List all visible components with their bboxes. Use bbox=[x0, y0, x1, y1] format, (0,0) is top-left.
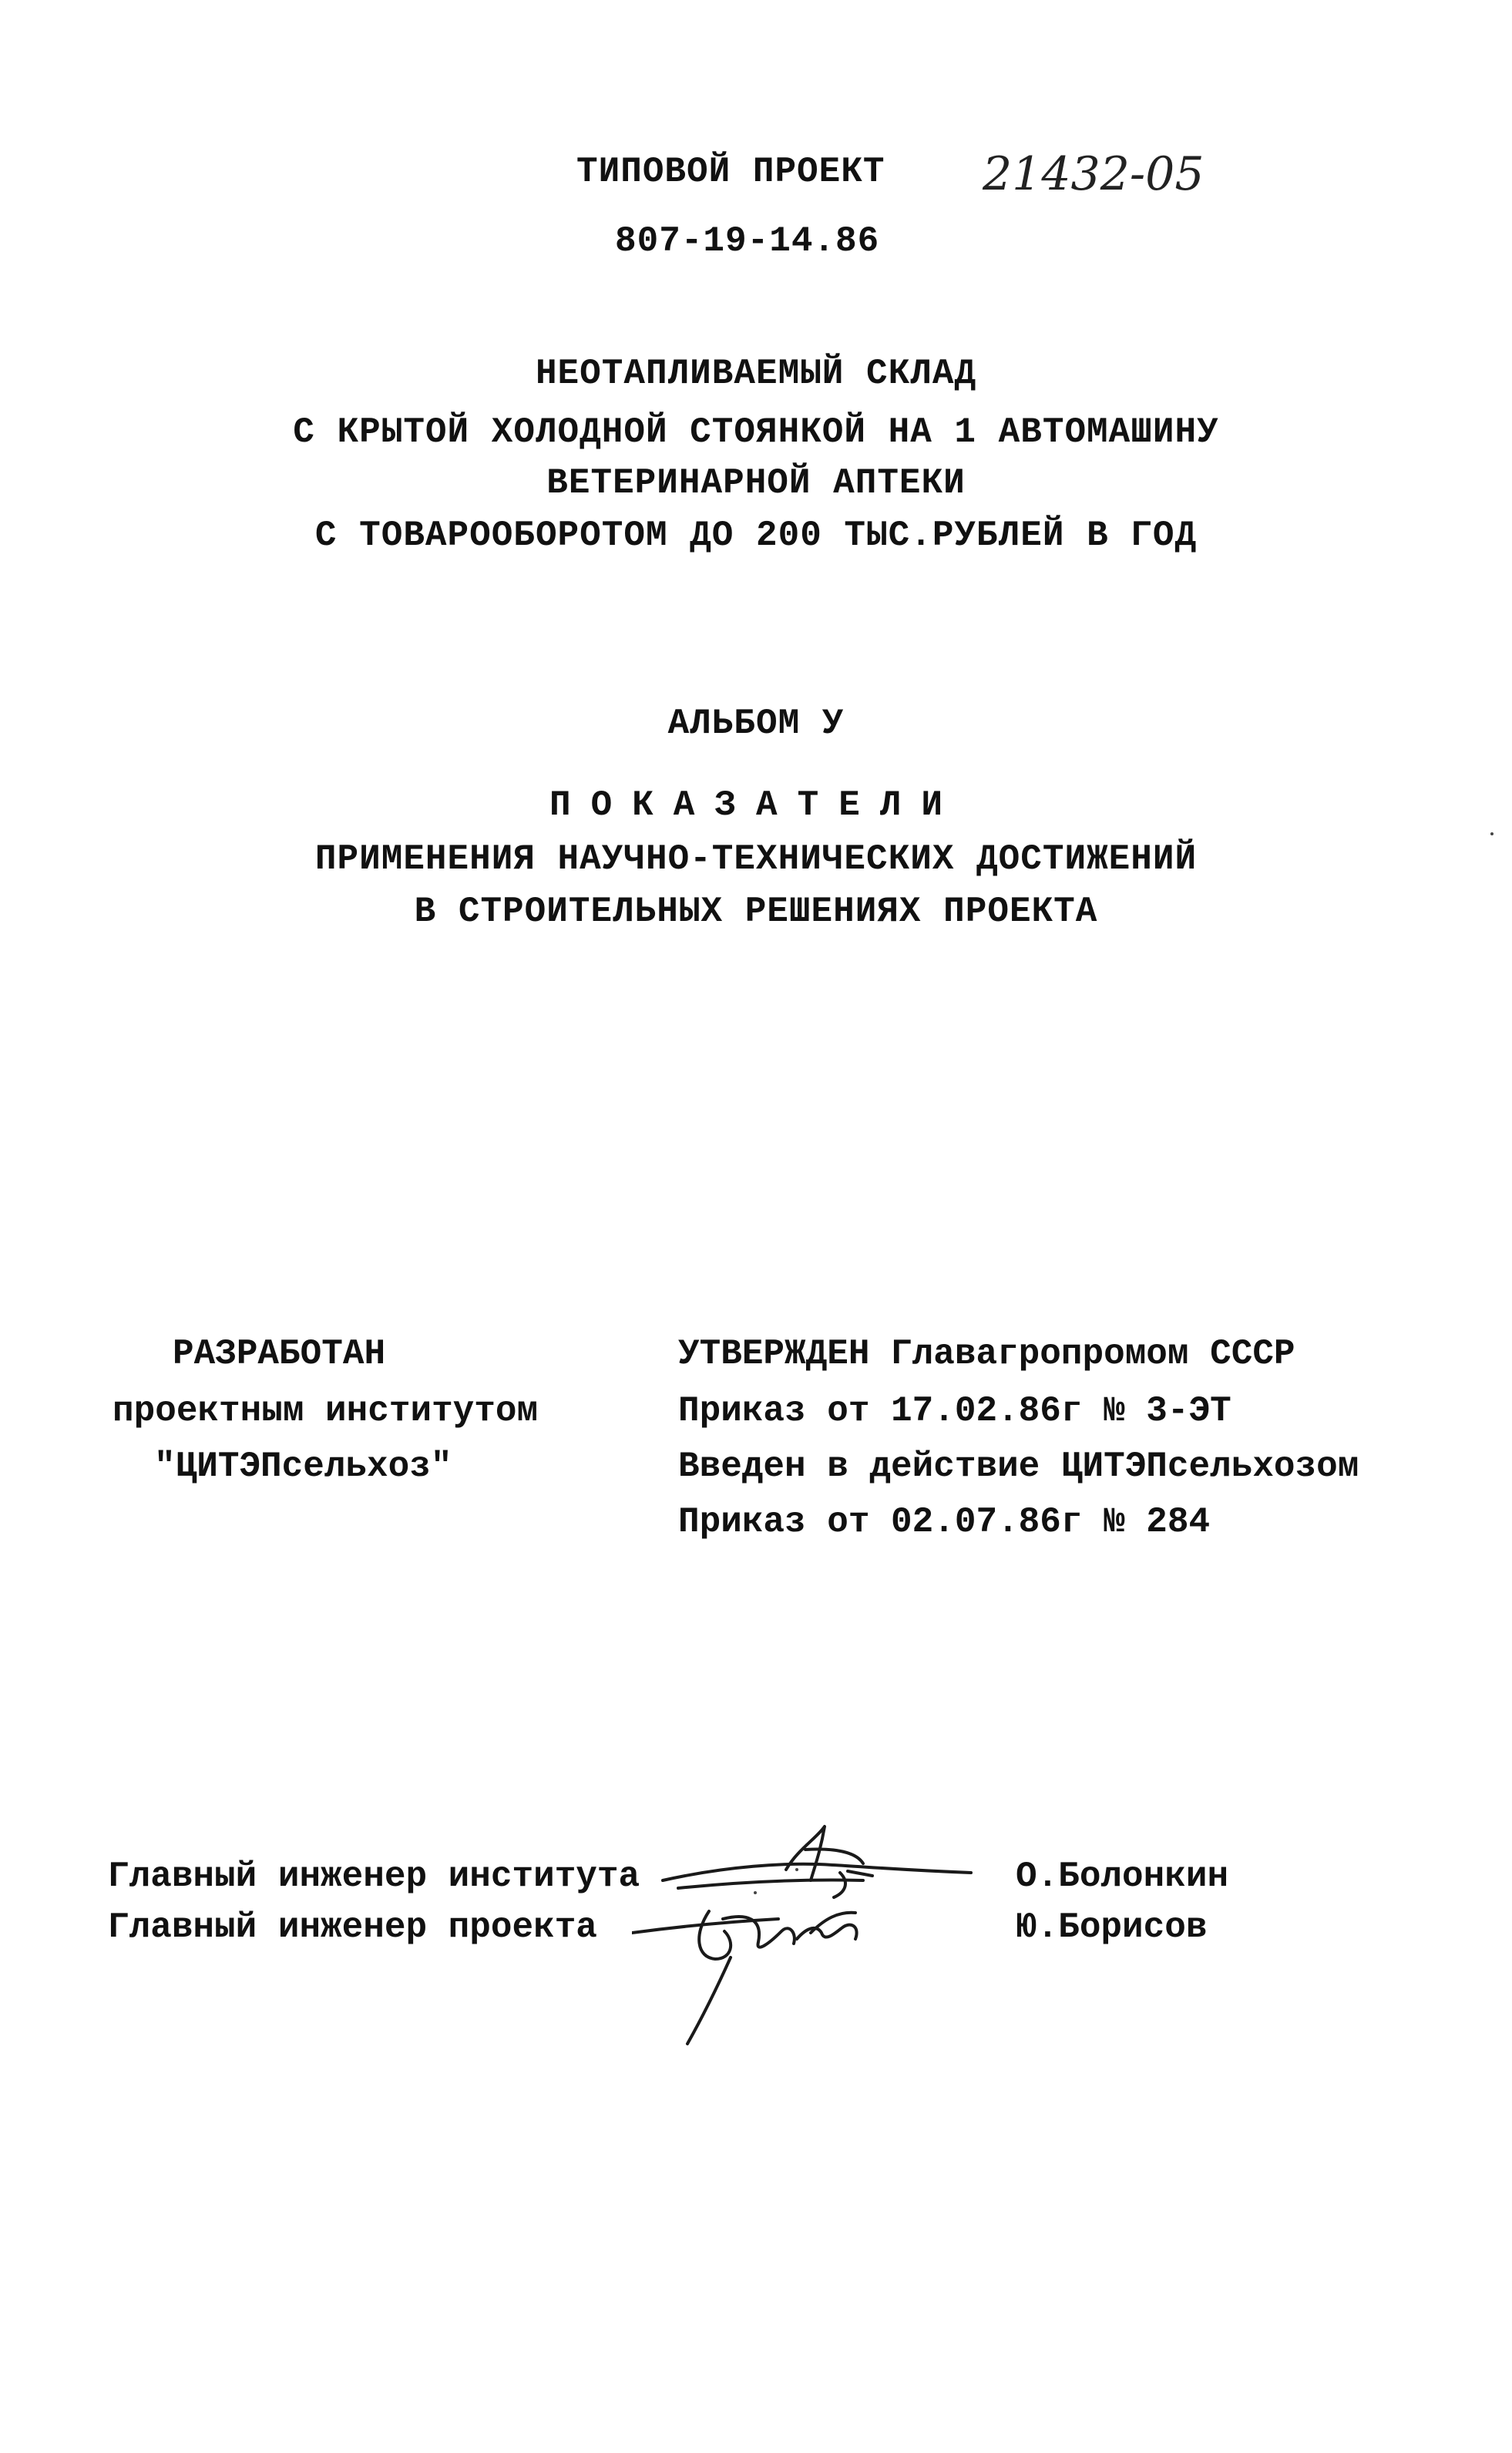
signature-name-1: О.Болонкин bbox=[1016, 1857, 1229, 1897]
title-line-4: С ТОВАРООБОРОТОМ ДО 200 ТЫС.РУБЛЕЙ В ГОД bbox=[314, 516, 1198, 556]
project-label: ТИПОВОЙ ПРОЕКТ bbox=[576, 152, 885, 192]
album-subtitle-2: В СТРОИТЕЛЬНЫХ РЕШЕНИЯХ ПРОЕКТА bbox=[414, 892, 1098, 932]
margin-dot bbox=[1490, 832, 1494, 835]
title-line-1: НЕОТАПЛИВАЕМЫЙ СКЛАД bbox=[535, 354, 977, 394]
handwritten-signatures-icon bbox=[632, 1796, 1002, 2050]
approved-line-1: УТВЕРЖДЕН Главагропромом СССР bbox=[678, 1334, 1295, 1374]
developed-institute-name: "ЦИТЭПсельхоз" bbox=[154, 1447, 452, 1487]
handwritten-project-number: 21432-05 bbox=[983, 147, 1205, 201]
signature-role-1: Главный инженер института bbox=[108, 1857, 640, 1897]
approved-line-2: Приказ от 17.02.86г № 3-ЭТ bbox=[678, 1391, 1231, 1431]
album-label: АЛЬБОМ У bbox=[667, 704, 845, 744]
signature-name-2: Ю.Борисов bbox=[1016, 1907, 1208, 1947]
approved-line-4: Приказ от 02.07.86г № 284 bbox=[678, 1502, 1211, 1542]
signature-role-2: Главный инженер проекта bbox=[108, 1907, 597, 1947]
signature-dot bbox=[795, 1868, 798, 1871]
album-subtitle-1: ПРИМЕНЕНИЯ НАУЧНО-ТЕХНИЧЕСКИХ ДОСТИЖЕНИЙ bbox=[314, 839, 1198, 879]
approved-line-3: Введен в действие ЦИТЭПсельхозом bbox=[678, 1447, 1359, 1487]
title-line-3: ВЕТЕРИНАРНОЙ АПТЕКИ bbox=[546, 463, 966, 503]
signature-dot bbox=[754, 1891, 757, 1894]
project-code: 807-19-14.86 bbox=[615, 221, 880, 261]
developed-label: РАЗРАБОТАН bbox=[173, 1334, 386, 1374]
album-heading: ПОКАЗАТЕЛИ bbox=[549, 785, 963, 825]
title-line-2: С КРЫТОЙ ХОЛОДНОЙ СТОЯНКОЙ НА 1 АВТОМАШИНУ bbox=[293, 412, 1219, 452]
developed-institute: проектным институтом bbox=[113, 1391, 539, 1431]
